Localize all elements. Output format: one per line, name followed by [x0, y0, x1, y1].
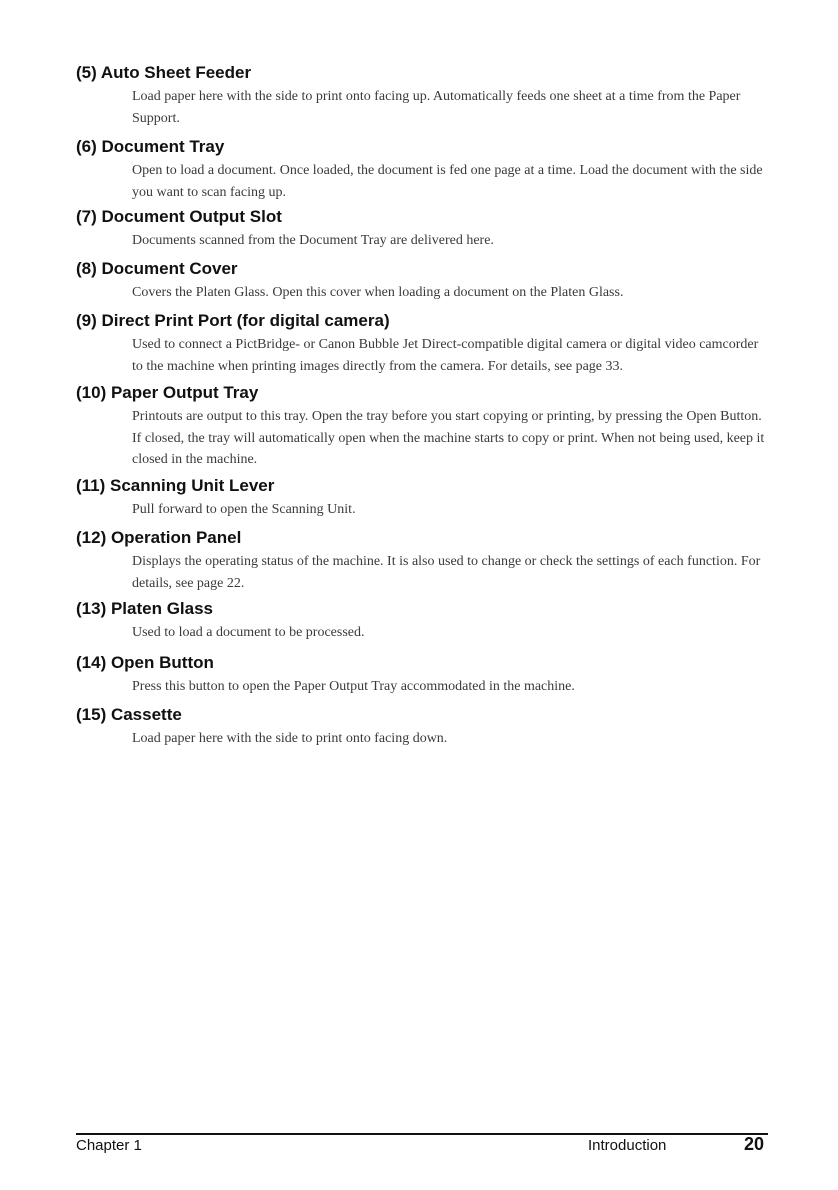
footer-chapter-label: Chapter 1 [76, 1137, 142, 1154]
section-description: Load paper here with the side to print onto facing up. Automatically feeds one sheet at a time from the Paper Support. [132, 89, 741, 126]
section-document-cover [76, 258, 768, 304]
section-scanning-unit-lever [76, 475, 768, 521]
section-heading: (7) Document Output Slot [76, 207, 282, 226]
section-auto-sheet-feeder [76, 62, 768, 129]
section-heading: (8) Document Cover [76, 259, 238, 278]
section-document-output-slot [76, 206, 768, 252]
footer-section-title: Introduction [588, 1137, 667, 1154]
section-heading: (12) Operation Panel [76, 528, 242, 547]
section-document-tray [76, 136, 768, 203]
section-heading: (5) Auto Sheet Feeder [76, 63, 252, 82]
section-description: Covers the Platen Glass. Open this cover when loading a document on the Platen Glass. [132, 285, 624, 300]
section-heading: (6) Document Tray [76, 137, 225, 156]
section-heading: (11) Scanning Unit Lever [76, 476, 275, 495]
section-description: Pull forward to open the Scanning Unit. [132, 502, 356, 517]
section-paper-output-tray [76, 382, 768, 471]
section-heading: (9) Direct Print Port (for digital camera) [76, 311, 390, 330]
section-heading: (15) Cassette [76, 705, 182, 724]
section-platen-glass [76, 598, 768, 644]
section-description: Press this button to open the Paper Output Tray accommodated in the machine. [132, 679, 575, 694]
section-description: Open to load a document. Once loaded, the document is fed one page at a time. Load the document with the side you want to scan facing up. [132, 163, 763, 200]
section-direct-print-port [76, 310, 768, 377]
section-cassette [76, 704, 768, 750]
section-description: Used to connect a PictBridge- or Canon Bubble Jet Direct-compatible digital camera or digital video camcorder to the machine when printing images directly from the camera. For details, see page 33. [132, 337, 759, 374]
section-operation-panel [76, 527, 768, 594]
page-number: 20 [744, 1134, 765, 1154]
section-description: Printouts are output to this tray. Open the tray before you start copying or printing, by pressing the Open Button. If closed, the tray will automatically open when the machine starts to copy or print. When not being used, keep it closed in the machine. [132, 409, 765, 467]
section-heading: (14) Open Button [76, 653, 214, 672]
section-description: Displays the operating status of the machine. It is also used to change or check the settings of each function. For details, see page 22. [132, 554, 761, 591]
section-description: Documents scanned from the Document Tray are delivered here. [132, 233, 494, 248]
section-open-button [76, 652, 768, 698]
section-description: Used to load a document to be processed. [132, 625, 365, 640]
section-heading: (10) Paper Output Tray [76, 383, 259, 402]
footer-divider [76, 1133, 768, 1135]
section-description: Load paper here with the side to print onto facing down. [132, 731, 448, 746]
section-heading: (13) Platen Glass [76, 599, 214, 618]
